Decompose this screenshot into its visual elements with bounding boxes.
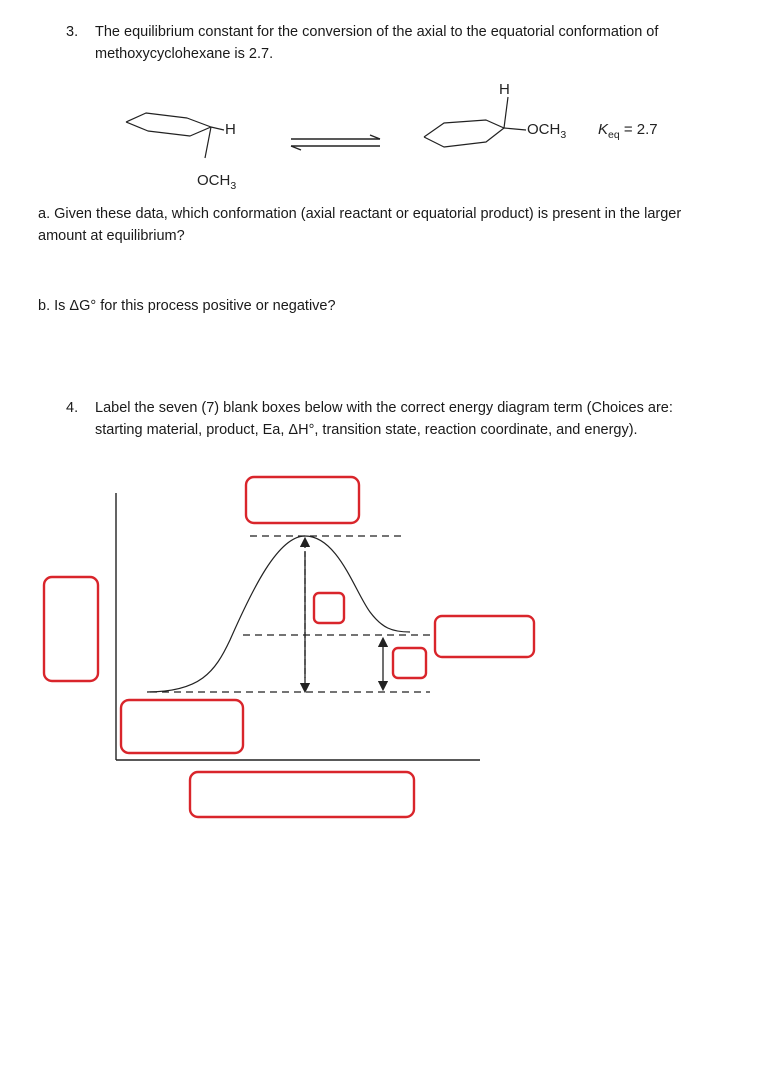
- part-b: b. Is ΔG° for this process positive or negative?: [38, 298, 336, 314]
- product-subscript: 3: [560, 129, 567, 141]
- blank-box-activation-energy[interactable]: [314, 593, 344, 623]
- blank-box-starting-material[interactable]: [121, 700, 243, 753]
- question-3-number: 3.: [66, 24, 79, 40]
- reactant-h-label: H: [225, 121, 236, 138]
- question-3-line-1: The equilibrium constant for the conversion of the axial to the equatorial conformation of: [95, 24, 659, 40]
- part-a-line-1: a. Given these data, which conformation (axial reactant or equatorial product) is present in the larger: [38, 206, 682, 222]
- keq-k: K: [598, 121, 609, 138]
- question-4-line-2: starting material, product, Ea, ΔH°, transition state, reaction coordinate, and energy).: [95, 422, 638, 438]
- blank-box-product[interactable]: [435, 616, 534, 657]
- question-4-line-1: Label the seven (7) blank boxes below with the correct energy diagram term (Choices are:: [95, 400, 673, 416]
- blank-box-transition-state[interactable]: [246, 477, 359, 523]
- product-och-text: OCH: [527, 121, 561, 138]
- product-h-label: H: [499, 81, 510, 98]
- keq-value: = 2.7: [619, 121, 658, 138]
- question-3-line-2: methoxycyclohexane is 2.7.: [95, 46, 274, 62]
- reactant-subscript: 3: [230, 180, 237, 192]
- reaction-energy-curve: [147, 536, 410, 692]
- keq-subscript: eq: [608, 129, 620, 141]
- blank-box-energy-axis[interactable]: [44, 577, 98, 681]
- reactant-och-text: OCH: [197, 172, 231, 189]
- blank-box-enthalpy[interactable]: [393, 648, 426, 678]
- dashed-level-lines: [150, 536, 430, 692]
- blank-box-reaction-coordinate[interactable]: [190, 772, 414, 817]
- part-a-line-2: amount at equilibrium?: [38, 228, 185, 244]
- question-4-number: 4.: [66, 400, 79, 416]
